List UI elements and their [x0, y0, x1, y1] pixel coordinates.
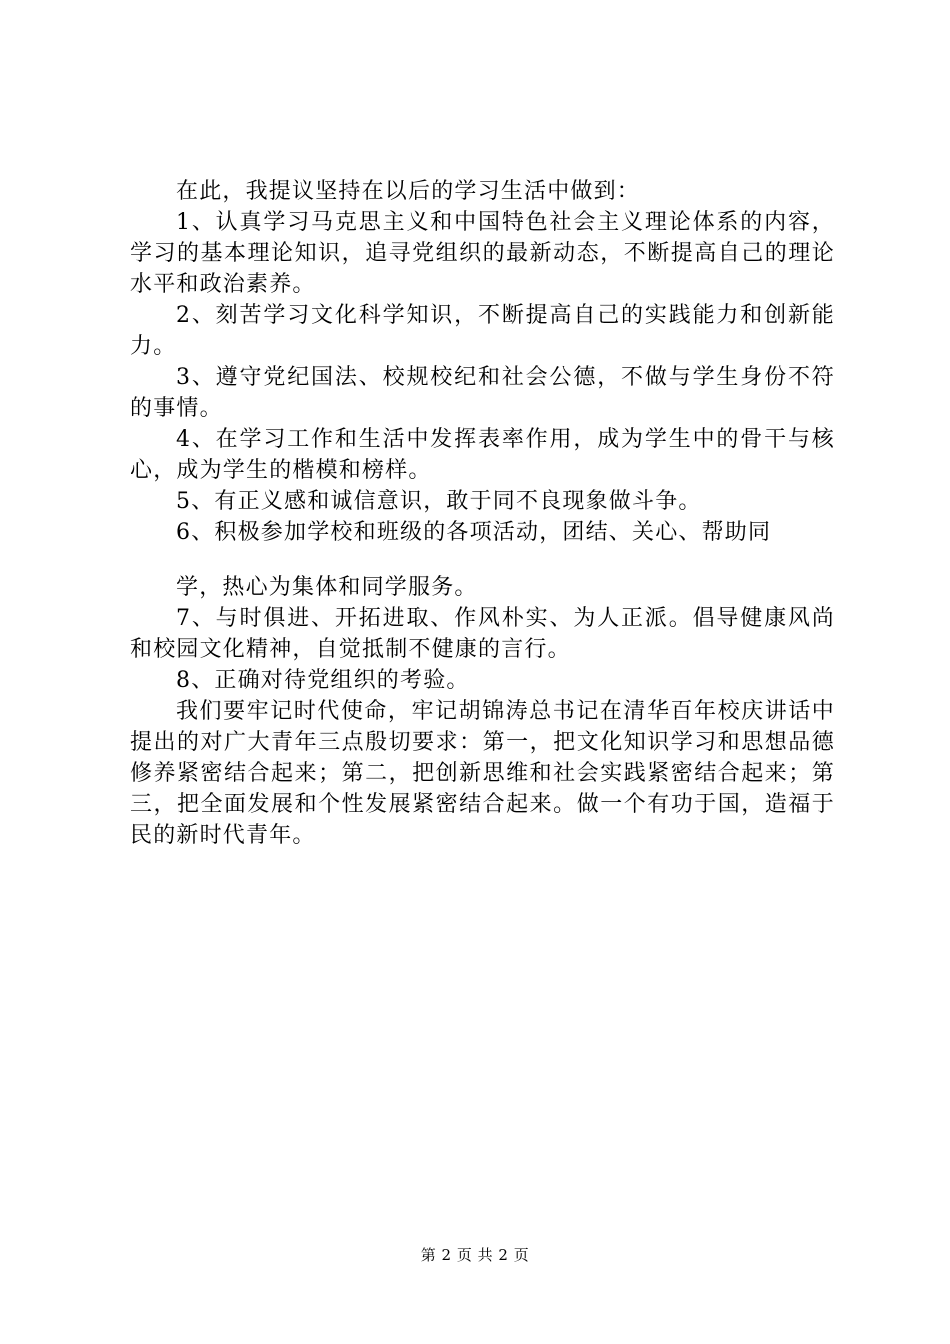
- page-footer: 第 2 页 共 2 页: [420, 1246, 530, 1264]
- list-item-2: 2、刻苦学习文化科学知识，不断提高自己的实践能力和创新能力。: [130, 303, 835, 359]
- body-text-bottom: [130, 572, 835, 851]
- list-item-6: 6、积极参加学校和班级的各项活动，团结、关心、帮助同: [176, 520, 772, 545]
- list-item-6-continued: 学，热心为集体和同学服务。: [176, 575, 478, 600]
- list-item-4: 4、在学习工作和生活中发挥表率作用，成为学生中的骨干与核心，成为学生的楷模和榜样。: [130, 427, 835, 483]
- list-item-7: 7、与时俱进、开拓进取、作风朴实、为人正派。倡导健康风尚和校园文化精神，自觉抵制不健康的言行。: [130, 606, 835, 662]
- list-item-5: 5、有正义感和诚信意识，敢于同不良现象做斗争。: [176, 489, 702, 514]
- list-item-1: 1、认真学习马克思主义和中国特色社会主义理论体系的内容，学习的基本理论知识，追寻党组织的最新动态，不断提高自己的理论水平和政治素养。: [130, 210, 835, 297]
- body-text-top: [130, 176, 835, 548]
- list-item-3: 3、遵守党纪国法、校规校纪和社会公德，不做与学生身份不符的事情。: [130, 365, 835, 421]
- list-item-8: 8、正确对待党组织的考验。: [176, 668, 470, 693]
- intro-paragraph: 在此，我提议坚持在以后的学习生活中做到：: [176, 179, 641, 204]
- closing-paragraph: 我们要牢记时代使命，牢记胡锦涛总书记在清华百年校庆讲话中提出的对广大青年三点殷切要求：第一，把文化知识学习和思想品德修养紧密结合起来；第二，把创新思维和社会实践紧密结合起来；第三，把全面发展和个性发展紧密结合起来。做一个有功于国，造福于民的新时代青年。: [130, 699, 835, 848]
